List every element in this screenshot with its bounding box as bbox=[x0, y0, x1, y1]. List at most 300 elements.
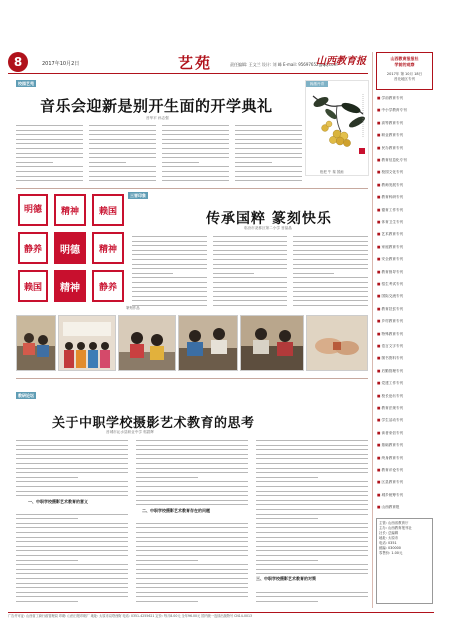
text-line bbox=[16, 486, 128, 487]
seal-2: 精神 bbox=[54, 194, 86, 226]
text-line bbox=[256, 546, 368, 547]
text-line bbox=[235, 134, 302, 135]
text-line bbox=[136, 454, 248, 455]
text-line bbox=[16, 495, 128, 496]
text-line bbox=[213, 287, 288, 288]
text-line bbox=[89, 148, 156, 149]
bullet-icon: ■ bbox=[377, 505, 382, 510]
text-line bbox=[256, 504, 368, 505]
sidebar-item bbox=[377, 96, 433, 101]
workshop-photo bbox=[179, 316, 237, 370]
text-line bbox=[89, 134, 156, 135]
text-line bbox=[132, 268, 207, 269]
text-line bbox=[256, 458, 368, 459]
text-line bbox=[132, 264, 207, 265]
sidebar-item-label: 校长论坛专刊 bbox=[381, 393, 404, 398]
sidebar-item bbox=[377, 108, 433, 113]
text-line bbox=[136, 537, 248, 538]
sidebar-item bbox=[377, 332, 433, 337]
article3-subhead-1: 一、中职学校摄影艺术教育的意义 bbox=[28, 499, 88, 504]
photo-5 bbox=[240, 315, 304, 371]
text-line bbox=[16, 583, 128, 584]
text-line bbox=[16, 139, 83, 140]
text-line bbox=[16, 477, 78, 478]
text-column bbox=[293, 234, 368, 310]
text-line bbox=[162, 139, 229, 140]
sidebar-item bbox=[377, 220, 433, 225]
student-photo bbox=[119, 316, 175, 370]
seal-8 bbox=[54, 270, 86, 302]
text-line bbox=[16, 134, 83, 135]
bullet-icon: ■ bbox=[377, 393, 382, 398]
text-line bbox=[235, 157, 302, 158]
text-line bbox=[235, 166, 302, 167]
seal-3: 赖国 bbox=[92, 194, 124, 226]
sidebar-title: 山西教育报报社 学前的观察 bbox=[390, 56, 419, 67]
text-line bbox=[293, 254, 368, 255]
sidebar-item bbox=[377, 381, 433, 386]
text-line bbox=[132, 259, 207, 260]
class-photo bbox=[59, 316, 115, 370]
text-line bbox=[293, 245, 368, 246]
article3-tag: 教研论坛 bbox=[18, 393, 34, 398]
issue-date: 2017年10月2日 bbox=[42, 61, 80, 67]
text-line bbox=[16, 454, 128, 455]
text-line bbox=[162, 153, 229, 154]
sidebar-item bbox=[377, 208, 433, 213]
page-footer: 广告许可证: 山西省工商行政管理局 印刷: 山西日报印刷厂 地址: 太原市双塔西街 电话: 0351-4255621 定价: 每月8.00元 全年96.00元 国内统一连续出版物号 CN14-0013 bbox=[8, 612, 434, 620]
text-line bbox=[256, 449, 368, 450]
text-line bbox=[256, 527, 368, 528]
text-line bbox=[256, 514, 368, 515]
painting-label: 翰墨丹青 bbox=[306, 81, 328, 87]
text-line bbox=[213, 300, 288, 301]
text-line bbox=[213, 245, 288, 246]
text-line bbox=[235, 171, 302, 172]
sidebar-header bbox=[376, 52, 433, 90]
text-line bbox=[132, 273, 173, 274]
text-line bbox=[16, 166, 83, 167]
text-line bbox=[256, 454, 368, 455]
seal-7: 赖国 bbox=[18, 270, 48, 302]
text-line bbox=[16, 573, 128, 574]
text-column bbox=[136, 438, 248, 604]
text-line bbox=[136, 578, 248, 579]
text-line bbox=[16, 153, 83, 154]
painting-figure bbox=[305, 80, 369, 176]
bullet-icon: ■ bbox=[377, 344, 382, 348]
sidebar-item bbox=[377, 158, 433, 163]
text-line bbox=[235, 176, 302, 177]
text-line bbox=[136, 555, 248, 556]
photo-3 bbox=[118, 315, 176, 371]
text-line bbox=[162, 157, 229, 158]
divider bbox=[16, 188, 368, 189]
text-line bbox=[213, 296, 288, 297]
text-line bbox=[136, 583, 248, 584]
sidebar-item-label: 语言文字专刊 bbox=[381, 344, 404, 348]
text-line bbox=[16, 596, 128, 597]
sidebar-item-label: 职业教育专刊 bbox=[381, 133, 404, 138]
text-line bbox=[235, 125, 302, 126]
text-column bbox=[213, 234, 288, 310]
text-line bbox=[256, 523, 368, 524]
sidebar-item-label: 读者来信专刊 bbox=[381, 430, 404, 435]
text-line bbox=[16, 481, 128, 482]
sidebar-item-label: 教师发展专刊 bbox=[381, 182, 404, 187]
text-line bbox=[256, 500, 368, 501]
seal-4: 静养 bbox=[18, 232, 48, 264]
text-line bbox=[136, 472, 248, 473]
sidebar bbox=[372, 52, 434, 608]
text-line bbox=[132, 236, 207, 237]
bullet-icon: ■ bbox=[377, 282, 382, 286]
bullet-icon: ■ bbox=[377, 492, 382, 497]
text-line bbox=[89, 171, 156, 172]
text-line bbox=[16, 176, 83, 177]
sidebar-item bbox=[377, 443, 433, 448]
text-line bbox=[256, 509, 368, 510]
section-title: 艺苑 bbox=[178, 54, 213, 72]
text-line bbox=[162, 171, 229, 172]
sidebar-item-label: 校园文化专刊 bbox=[381, 170, 404, 175]
sidebar-item-label: 教育科研专刊 bbox=[381, 195, 404, 200]
text-line bbox=[256, 564, 368, 565]
seal-9: 静养 bbox=[92, 270, 124, 302]
text-line bbox=[136, 573, 248, 574]
text-column bbox=[16, 123, 83, 183]
text-line bbox=[293, 282, 368, 283]
bullet-icon: ■ bbox=[377, 244, 382, 249]
text-line bbox=[162, 130, 229, 131]
text-line bbox=[136, 560, 198, 561]
text-line bbox=[256, 445, 368, 446]
seal-5-text: 明德 bbox=[60, 244, 80, 256]
text-column bbox=[162, 123, 229, 183]
text-line bbox=[256, 592, 368, 593]
text-line bbox=[16, 601, 78, 602]
sidebar-item bbox=[377, 406, 433, 411]
sidebar-item bbox=[377, 344, 433, 349]
sidebar-item bbox=[377, 195, 433, 200]
text-line bbox=[213, 236, 288, 237]
newspaper-logo: 山西教育报 bbox=[316, 56, 366, 67]
loquat-painting bbox=[307, 88, 369, 168]
text-line bbox=[16, 130, 83, 131]
text-line bbox=[162, 143, 229, 144]
text-line bbox=[16, 578, 128, 579]
sidebar-item bbox=[377, 183, 433, 188]
sidebar-item bbox=[377, 468, 433, 473]
sidebar-item-label: 德育工作专刊 bbox=[381, 207, 404, 212]
sidebar-item-label: 学生活动专刊 bbox=[381, 418, 404, 423]
text-line bbox=[213, 241, 288, 242]
text-column bbox=[16, 438, 128, 604]
sidebar-item-label: 党建工作专刊 bbox=[381, 381, 404, 386]
article1-title: 音乐会迎新是别开生面的开学典礼 bbox=[40, 97, 273, 115]
text-line bbox=[162, 166, 229, 167]
text-line bbox=[256, 569, 368, 570]
sidebar-item bbox=[377, 282, 433, 287]
text-line bbox=[89, 139, 156, 140]
text-line bbox=[136, 587, 248, 588]
text-line bbox=[213, 273, 254, 274]
text-line bbox=[256, 541, 368, 542]
text-line bbox=[136, 463, 248, 464]
text-line bbox=[16, 463, 128, 464]
classroom-photo bbox=[17, 316, 55, 370]
text-line bbox=[136, 491, 248, 492]
sidebar-item bbox=[377, 294, 433, 299]
text-line bbox=[136, 495, 248, 496]
hands-photo bbox=[307, 316, 367, 370]
sidebar-item bbox=[377, 170, 433, 175]
text-line bbox=[136, 592, 248, 593]
sidebar-item bbox=[377, 394, 433, 399]
article1-byline: 晋华平 孙志强 bbox=[146, 116, 169, 120]
text-line bbox=[293, 305, 368, 306]
photo-6 bbox=[306, 315, 368, 371]
text-line bbox=[235, 153, 302, 154]
text-line bbox=[293, 268, 368, 269]
sidebar-item-label: 国际交流专刊 bbox=[381, 294, 404, 299]
text-line bbox=[136, 445, 248, 446]
text-line bbox=[136, 527, 248, 528]
text-line bbox=[89, 130, 156, 131]
seal-1: 明德 bbox=[18, 194, 48, 226]
text-line bbox=[16, 180, 83, 181]
text-line bbox=[293, 291, 368, 292]
carving-photo bbox=[241, 316, 303, 370]
sidebar-item-label: 安全教育专刊 bbox=[381, 257, 404, 262]
sidebar-item-label: 家庭教育专刊 bbox=[381, 244, 404, 249]
text-line bbox=[16, 564, 128, 565]
text-line bbox=[16, 587, 128, 588]
text-line bbox=[136, 458, 248, 459]
text-line bbox=[16, 532, 128, 533]
sidebar-item-label: 乡村教育专刊 bbox=[381, 319, 404, 324]
article1-body bbox=[16, 123, 302, 183]
text-line bbox=[162, 176, 229, 177]
sidebar-item-label: 城乡统筹专刊 bbox=[381, 492, 404, 497]
text-line bbox=[293, 264, 368, 265]
text-line bbox=[256, 537, 368, 538]
text-line bbox=[162, 125, 229, 126]
text-line bbox=[256, 560, 318, 561]
text-line bbox=[213, 264, 288, 265]
sidebar-item-label: 高等教育专刊 bbox=[381, 120, 404, 125]
bullet-icon: ■ bbox=[377, 170, 382, 175]
text-line bbox=[235, 162, 272, 163]
text-line bbox=[293, 250, 368, 251]
text-line bbox=[16, 162, 53, 163]
bullet-icon: ■ bbox=[377, 468, 382, 472]
text-line bbox=[136, 546, 248, 547]
bullet-icon: ■ bbox=[377, 319, 382, 324]
text-line bbox=[16, 445, 128, 446]
photo-2 bbox=[58, 315, 116, 371]
text-line bbox=[132, 277, 207, 278]
bullet-icon: ■ bbox=[377, 108, 382, 113]
page-number: 8 bbox=[8, 52, 28, 72]
sidebar-item bbox=[377, 319, 433, 324]
text-line bbox=[256, 472, 368, 473]
text-line bbox=[256, 481, 368, 482]
text-line bbox=[132, 305, 207, 306]
article2-byline: 临汾市尧都区第二小学 晋晶晶 bbox=[244, 226, 292, 230]
text-line bbox=[213, 268, 288, 269]
bullet-icon: ■ bbox=[377, 195, 382, 200]
text-line bbox=[16, 550, 128, 551]
text-line bbox=[213, 291, 288, 292]
text-line bbox=[235, 130, 302, 131]
text-line bbox=[132, 282, 207, 283]
bullet-icon: ■ bbox=[377, 368, 382, 373]
sidebar-item-label: 教育信息化专刊 bbox=[381, 158, 407, 162]
photo-strip bbox=[16, 315, 368, 373]
text-line bbox=[16, 527, 128, 528]
text-line bbox=[293, 236, 368, 237]
article1-tag: 校园艺苑 bbox=[18, 81, 34, 86]
text-line bbox=[16, 514, 128, 515]
sidebar-item bbox=[377, 493, 433, 498]
text-line bbox=[136, 564, 248, 565]
article2-tag: 三晋印象 bbox=[130, 193, 146, 198]
text-line bbox=[136, 596, 248, 597]
sidebar-subtitle: 2017年 第 10月 18日 晋北地区专刊 bbox=[386, 72, 423, 81]
text-line bbox=[162, 162, 199, 163]
bullet-icon: ■ bbox=[377, 133, 382, 138]
text-line bbox=[136, 440, 248, 441]
text-line bbox=[89, 125, 156, 126]
article3-title: 关于中职学校摄影艺术教育的思考 bbox=[52, 416, 255, 431]
text-line bbox=[256, 518, 318, 519]
editor-info: 责任编辑: 王文兰 设计: 刘 峰 E-mail: 95697652@qq.com bbox=[230, 62, 338, 67]
text-line bbox=[16, 546, 128, 547]
text-line bbox=[16, 555, 128, 556]
text-line bbox=[136, 486, 248, 487]
text-line bbox=[256, 468, 368, 469]
divider bbox=[16, 378, 368, 379]
text-line bbox=[89, 143, 156, 144]
text-column bbox=[235, 123, 302, 183]
sidebar-item-label: 体育卫生专刊 bbox=[381, 220, 404, 224]
article2-title: 传承国粹 篆刻快乐 bbox=[206, 211, 332, 227]
text-line bbox=[132, 241, 207, 242]
bullet-icon: ■ bbox=[377, 207, 382, 212]
text-line bbox=[16, 560, 78, 561]
text-line bbox=[256, 596, 368, 597]
text-line bbox=[16, 143, 83, 144]
seal-5 bbox=[54, 232, 86, 264]
sidebar-item bbox=[377, 431, 433, 436]
sidebar-item-label: 后勤管理专刊 bbox=[381, 368, 404, 373]
text-line bbox=[89, 157, 156, 158]
sidebar-item-label: 中小学教育专刊 bbox=[381, 108, 407, 113]
sidebar-item-label: 图书资料专刊 bbox=[381, 356, 404, 361]
text-line bbox=[16, 440, 128, 441]
sidebar-item-label: 教育督导专刊 bbox=[381, 269, 404, 274]
sidebar-item bbox=[377, 505, 433, 510]
text-line bbox=[136, 468, 248, 469]
sidebar-item bbox=[377, 418, 433, 423]
bullet-icon: ■ bbox=[377, 257, 382, 262]
sidebar-item-label: 民办教育专刊 bbox=[381, 145, 404, 150]
text-line bbox=[213, 250, 288, 251]
text-line bbox=[136, 532, 248, 533]
text-line bbox=[132, 245, 207, 246]
sidebar-item bbox=[377, 307, 433, 312]
text-line bbox=[89, 162, 126, 163]
text-line bbox=[136, 504, 248, 505]
sidebar-item-label: 特殊教育专刊 bbox=[381, 331, 404, 336]
text-line bbox=[89, 153, 156, 154]
text-line bbox=[136, 541, 248, 542]
text-line bbox=[136, 500, 248, 501]
text-line bbox=[132, 300, 207, 301]
bullet-icon: ■ bbox=[377, 220, 382, 224]
text-line bbox=[132, 254, 207, 255]
text-line bbox=[213, 277, 288, 278]
text-line bbox=[256, 495, 368, 496]
photo-4 bbox=[178, 315, 238, 371]
sidebar-item bbox=[377, 257, 433, 262]
bullet-icon: ■ bbox=[377, 406, 382, 410]
bullet-icon: ■ bbox=[377, 232, 382, 237]
text-line bbox=[293, 287, 368, 288]
painting-caption: 枇杷 牛 秦 国画 bbox=[320, 170, 344, 174]
sidebar-footer: 主管: 山西省教育厅 主办: 山西教育报刊社 社长: 总编辑 地址: 太原市 电话: 0351 邮编: 030000 零售价: 1.00元 bbox=[376, 518, 433, 604]
text-line bbox=[89, 166, 156, 167]
bullet-icon: ■ bbox=[377, 381, 382, 386]
text-line bbox=[162, 180, 229, 181]
text-line bbox=[16, 537, 128, 538]
sidebar-item-label: 艺术教育专刊 bbox=[381, 232, 404, 237]
text-line bbox=[132, 296, 207, 297]
article3-byline: 晋城市沁水县职业中学 郭碧辉 bbox=[106, 430, 154, 434]
sidebar-item-label: 教育扶贫专刊 bbox=[381, 306, 404, 311]
bullet-icon: ■ bbox=[377, 430, 382, 435]
sidebar-item-label: 终身教育专刊 bbox=[381, 455, 404, 460]
sidebar-item bbox=[377, 146, 433, 151]
sidebar-item-label: 山西教育报 bbox=[381, 505, 400, 510]
text-line bbox=[293, 277, 368, 278]
text-line bbox=[256, 463, 368, 464]
page-header bbox=[8, 52, 368, 74]
bullet-icon: ■ bbox=[377, 306, 382, 311]
text-line bbox=[16, 472, 128, 473]
text-line bbox=[256, 573, 368, 574]
text-line bbox=[293, 273, 334, 274]
article3-subhead-3: 三、中职学校摄影艺术教育的对策 bbox=[256, 576, 316, 581]
text-line bbox=[256, 532, 368, 533]
text-line bbox=[16, 491, 128, 492]
article3-subhead-2: 二、中职学校摄影艺术教育存在的问题 bbox=[142, 508, 210, 513]
text-line bbox=[235, 180, 302, 181]
sidebar-item bbox=[377, 270, 433, 275]
sidebar-item bbox=[377, 245, 433, 250]
text-line bbox=[213, 282, 288, 283]
bullet-icon: ■ bbox=[377, 120, 382, 125]
text-line bbox=[256, 550, 368, 551]
article2-body bbox=[132, 234, 368, 310]
text-line bbox=[136, 569, 248, 570]
text-line bbox=[235, 143, 302, 144]
text-line bbox=[136, 550, 248, 551]
text-line bbox=[136, 523, 248, 524]
seal-6: 精神 bbox=[92, 232, 124, 264]
text-line bbox=[256, 440, 368, 441]
